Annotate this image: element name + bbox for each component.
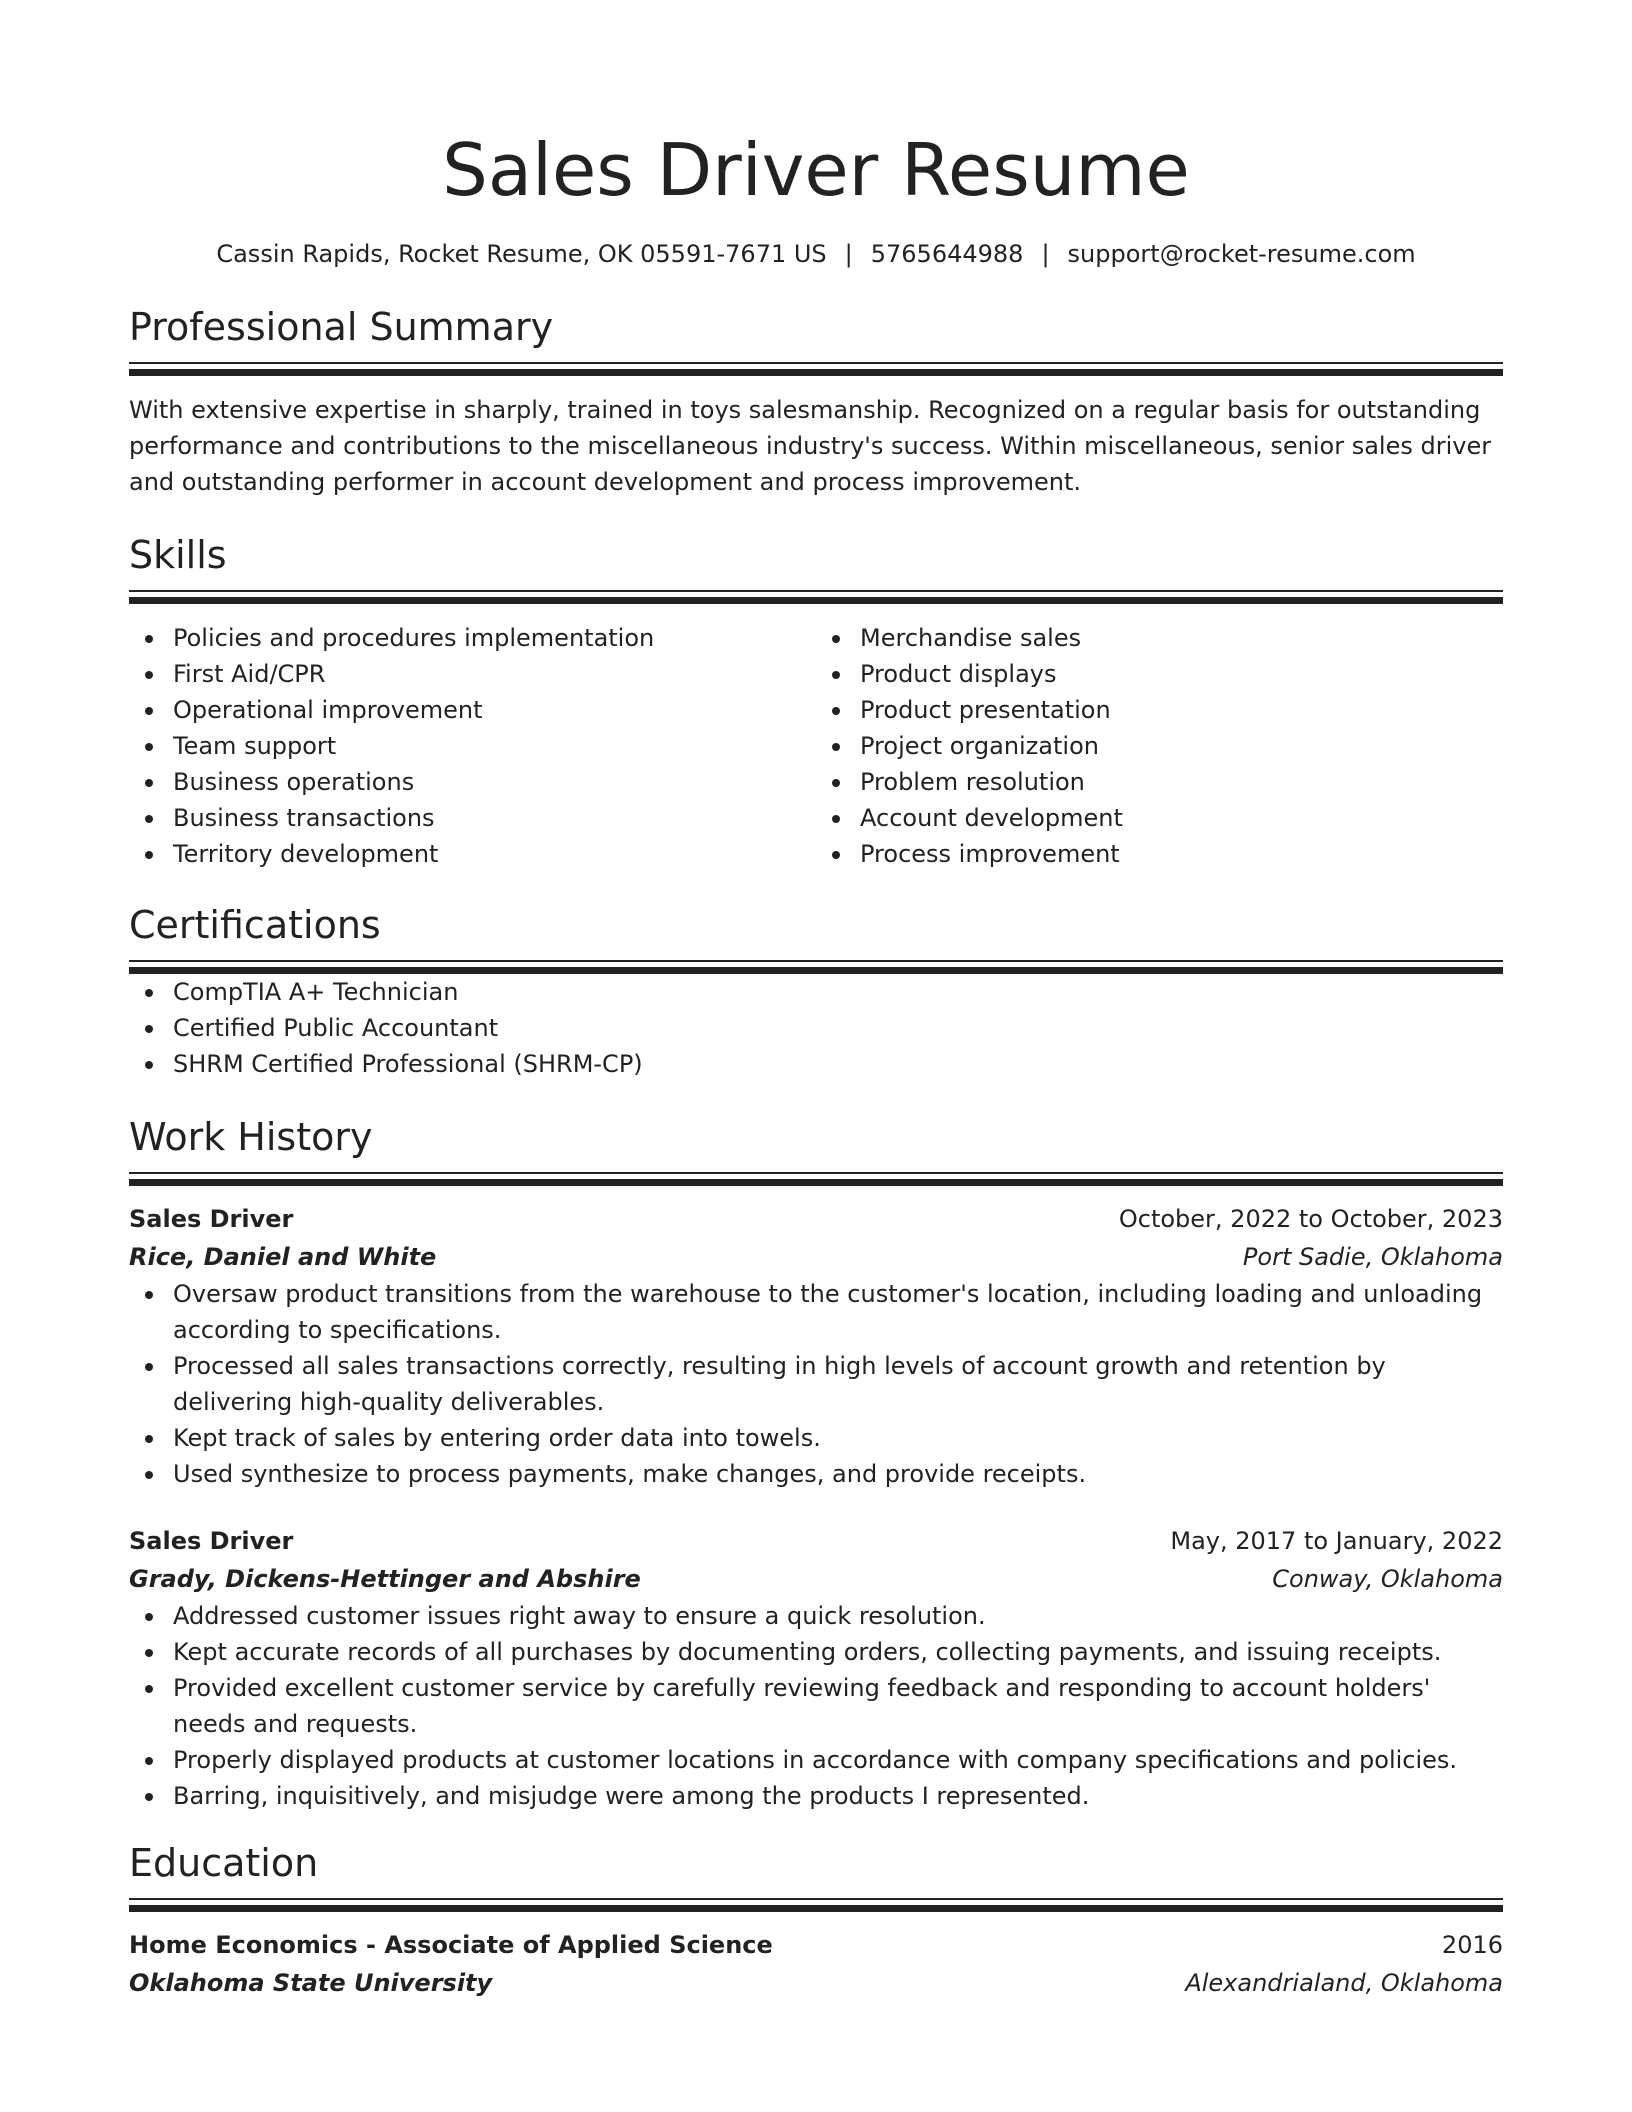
contact-email: support@rocket-resume.com [1067,240,1416,268]
skill-item: Product displays [860,656,1503,692]
job-title: Sales Driver [129,1205,294,1233]
job-company: Grady, Dickens-Hettinger and Abshire [129,1565,641,1593]
contact-separator: | [844,240,853,268]
certification-item: SHRM Certified Professional (SHRM-CP) [173,1046,1503,1082]
job-duty: Barring, inquisitively, and misjudge were among the products I represented. [173,1778,1503,1814]
skills-section [129,530,1503,872]
job-location: Conway, Oklahoma [1272,1565,1503,1593]
work-history-section [129,1112,1503,1814]
job-header [129,1200,1503,1238]
skills-grid [129,620,1503,872]
job-company: Rice, Daniel and White [129,1243,437,1271]
skill-item: Team support [173,728,816,764]
skill-item: Territory development [173,836,816,872]
job-subheader [129,1238,1503,1276]
job-dates: October, 2022 to October, 2023 [1118,1205,1503,1233]
education-section [129,1838,1503,2002]
contact-line [129,236,1503,272]
job-duty: Kept track of sales by entering order data into towels. [173,1420,1503,1456]
job-duties-list [129,1598,1503,1814]
skill-item: First Aid/CPR [173,656,816,692]
skill-item: Project organization [860,728,1503,764]
job-location: Port Sadie, Oklahoma [1242,1243,1503,1271]
job-duty: Provided excellent customer service by carefully reviewing feedback and responding to account holders' needs and requests. [173,1670,1503,1742]
skill-item: Problem resolution [860,764,1503,800]
summary-heading: Professional Summary [129,305,554,349]
certifications-section [129,900,1503,1082]
skill-item: Process improvement [860,836,1503,872]
job-title: Sales Driver [129,1527,294,1555]
skills-column-left [129,620,816,872]
job-duty: Used synthesize to process payments, make changes, and provide receipts. [173,1456,1503,1492]
certification-item: Certified Public Accountant [173,1010,1503,1046]
skills-heading: Skills [129,533,227,577]
job-duty: Properly displayed products at customer locations in accordance with company specifications and policies. [173,1742,1503,1778]
summary-section [129,302,1503,500]
certifications-heading: Certifications [129,903,381,947]
job-dates: May, 2017 to January, 2022 [1170,1527,1503,1555]
job-subheader [129,1560,1503,1598]
education-year: 2016 [1441,1931,1503,1959]
skills-list-left [129,620,816,872]
skills-column-right [816,620,1503,872]
job-duty: Processed all sales transactions correctly, resulting in high levels of account growth and retention by delivering high-quality deliverables. [173,1348,1503,1420]
skill-item: Business operations [173,764,816,800]
job-header [129,1522,1503,1560]
skill-item: Operational improvement [173,692,816,728]
skill-item: Product presentation [860,692,1503,728]
skills-list-right [816,620,1503,872]
certification-item: CompTIA A+ Technician [173,974,1503,1010]
education-location: Alexandrialand, Oklahoma [1185,1969,1503,1997]
job-entry [129,1200,1503,1492]
resume-title: Sales Driver Resume [442,128,1190,212]
education-school: Oklahoma State University [129,1969,493,1997]
contact-phone: 5765644988 [870,240,1024,268]
summary-text: With extensive expertise in sharply, trained in toys salesmanship. Recognized on a regular basis for outstanding performance and contributions to the miscellaneous industry's success. Within miscellaneous, senior sales driver and outstanding performer in account development and process improvement. [129,396,1492,496]
job-duty: Oversaw product transitions from the warehouse to the customer's location, including loading and unloading according to specifications. [173,1276,1503,1348]
job-duty: Kept accurate records of all purchases by documenting orders, collecting payments, and issuing receipts. [173,1634,1503,1670]
section-divider [129,960,1503,974]
section-divider [129,1898,1503,1912]
skill-item: Merchandise sales [860,620,1503,656]
work-history-heading: Work History [129,1115,373,1159]
section-divider [129,1172,1503,1186]
section-divider [129,590,1503,604]
education-heading: Education [129,1841,319,1885]
education-subheader [129,1964,1503,2002]
section-divider [129,362,1503,376]
education-header [129,1926,1503,1964]
job-entry [129,1522,1503,1814]
job-duties-list [129,1276,1503,1492]
education-degree: Home Economics - Associate of Applied Science [129,1931,773,1959]
certifications-list [129,974,1503,1082]
contact-address: Cassin Rapids, Rocket Resume, OK 05591-7671 US [216,240,827,268]
job-duty: Addressed customer issues right away to ensure a quick resolution. [173,1598,1503,1634]
contact-separator: | [1041,240,1050,268]
skill-item: Business transactions [173,800,816,836]
skill-item: Account development [860,800,1503,836]
education-entry [129,1926,1503,2002]
skill-item: Policies and procedures implementation [173,620,816,656]
